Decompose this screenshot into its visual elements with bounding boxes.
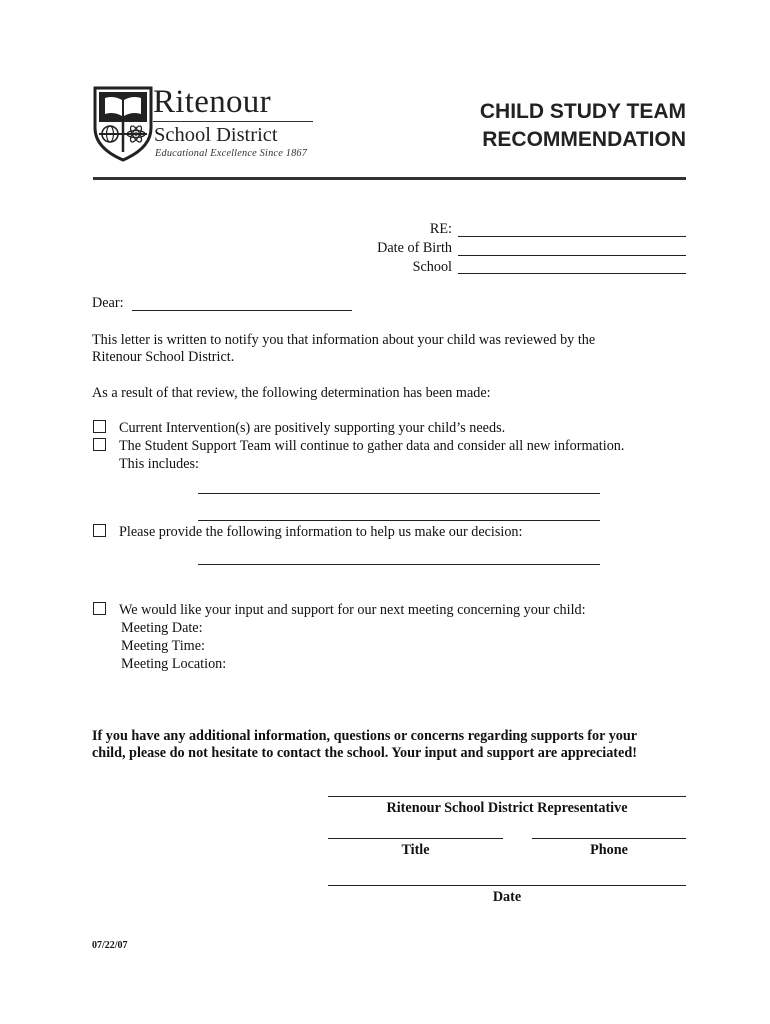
meeting-time-label: Meeting Time: <box>121 638 205 654</box>
header-divider <box>93 177 686 180</box>
option-provide-info: Please provide the following information to help us make our decision: <box>119 524 523 540</box>
dob-field[interactable] <box>458 255 686 256</box>
dear-field[interactable] <box>132 310 352 311</box>
representative-label: Ritenour School District Representative <box>386 800 628 816</box>
option-current-intervention: Current Intervention(s) are positively supporting your child’s needs. <box>119 420 506 436</box>
crest-icon <box>93 86 153 162</box>
includes-field-1[interactable] <box>198 493 600 494</box>
closing-line1: If you have any additional information, questions or concerns regarding supports for your <box>92 728 638 744</box>
logo-tagline: Educational Excellence Since 1867 <box>155 148 308 159</box>
option-meeting: We would like your input and support for our next meeting concerning your child: <box>119 602 586 618</box>
logo-name: Ritenour <box>153 84 271 120</box>
meeting-location-label: Meeting Location: <box>121 656 227 672</box>
date-label: Date <box>492 889 522 905</box>
intro-line1: This letter is written to notify you that information about your child was reviewed by the <box>92 332 596 348</box>
dob-label: Date of Birth <box>377 240 452 256</box>
form-date: 07/22/07 <box>92 940 128 951</box>
provide-info-field[interactable] <box>198 564 600 565</box>
district-logo <box>93 86 323 166</box>
checkbox-current-intervention[interactable] <box>93 420 106 433</box>
determination-text: As a result of that review, the following determination has been made: <box>92 385 491 401</box>
logo-subname: School District <box>154 124 278 146</box>
school-label: School <box>412 259 452 275</box>
checkbox-meeting[interactable] <box>93 602 106 615</box>
includes-field-2[interactable] <box>198 520 600 521</box>
re-field[interactable] <box>458 236 686 237</box>
meeting-date-label: Meeting Date: <box>121 620 203 636</box>
logo-rule <box>153 121 313 122</box>
phone-signature-line[interactable] <box>532 838 686 839</box>
document-title-line1: CHILD STUDY TEAM <box>479 100 686 123</box>
date-signature-line[interactable] <box>328 885 686 886</box>
representative-signature-line[interactable] <box>328 796 686 797</box>
title-label: Title <box>401 842 430 858</box>
re-label: RE: <box>429 221 452 237</box>
phone-label: Phone <box>590 842 628 858</box>
school-field[interactable] <box>458 273 686 274</box>
checkbox-support-team[interactable] <box>93 438 106 451</box>
checkbox-provide-info[interactable] <box>93 524 106 537</box>
option-support-team-line1: The Student Support Team will continue to gather data and consider all new information. <box>119 438 625 454</box>
intro-line2: Ritenour School District. <box>92 349 235 365</box>
document-title-line2: RECOMMENDATION <box>482 128 686 151</box>
title-signature-line[interactable] <box>328 838 503 839</box>
option-support-team-line2: This includes: <box>119 456 199 472</box>
dear-label: Dear: <box>92 295 124 311</box>
closing-line2: child, please do not hesitate to contact the school. Your input and support are appreciated! <box>92 745 637 761</box>
